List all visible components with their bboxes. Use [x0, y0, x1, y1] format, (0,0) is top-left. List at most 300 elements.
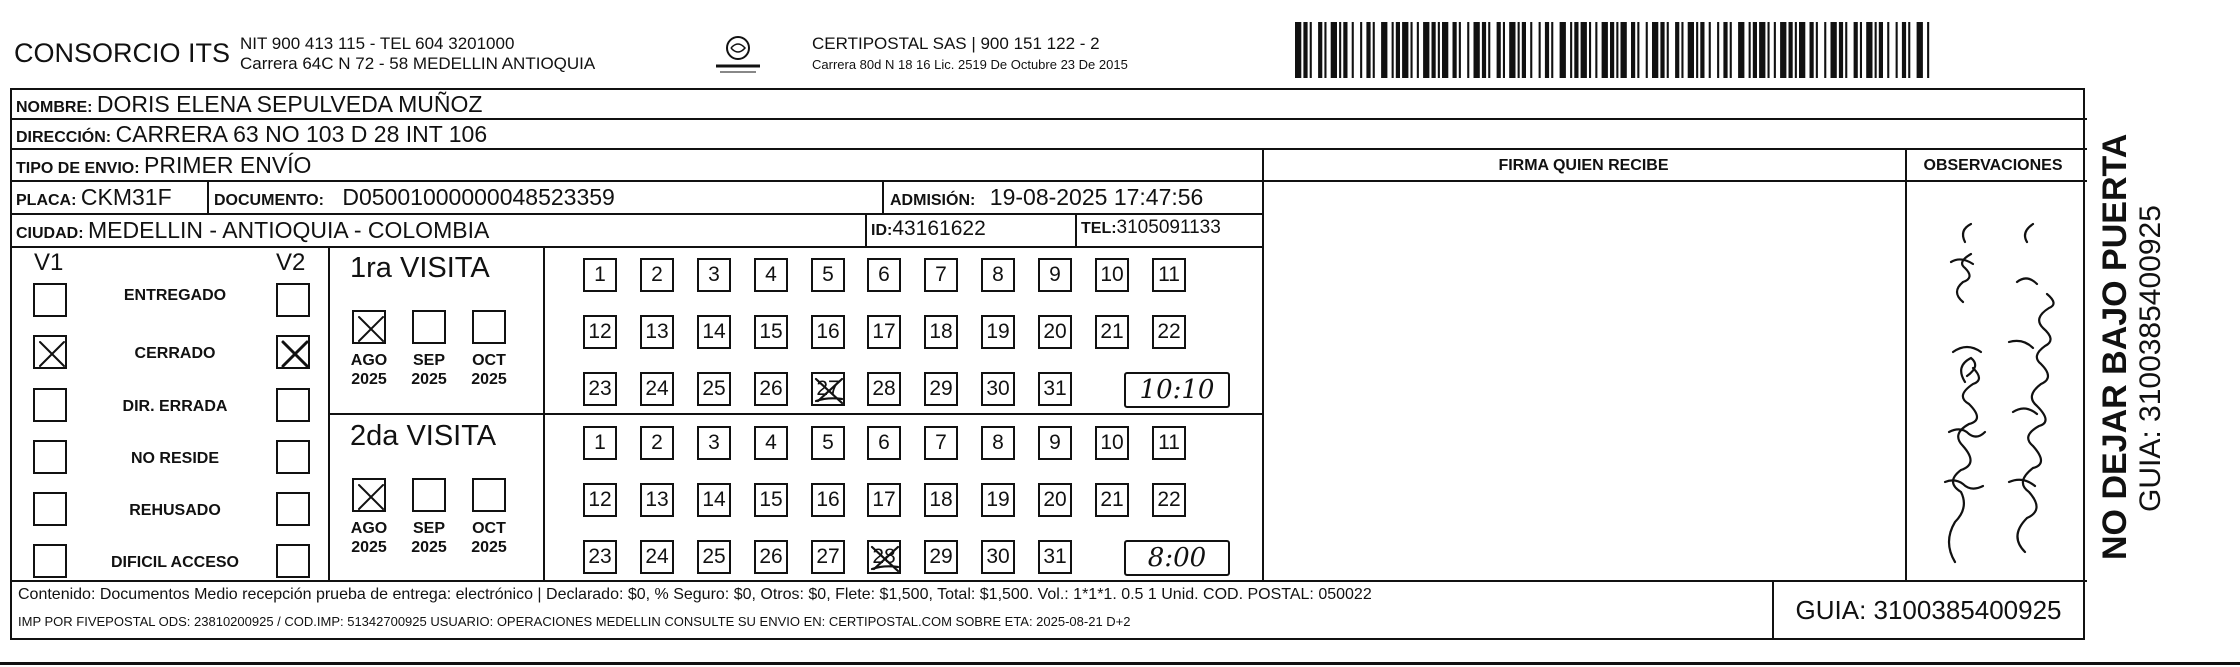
day-box[interactable] — [583, 483, 617, 517]
day-box[interactable] — [924, 540, 958, 574]
day-number: 5 — [822, 431, 834, 454]
barcode-bar — [1681, 22, 1683, 78]
barcode-bar — [1610, 22, 1614, 78]
barcode-bar — [1560, 22, 1566, 78]
day-box[interactable] — [867, 315, 901, 349]
day-number: 6 — [878, 263, 890, 286]
barcode-bar — [1574, 22, 1578, 78]
day-number: 12 — [588, 488, 612, 511]
day-number: 31 — [1043, 545, 1067, 568]
day-number: 4 — [765, 263, 777, 286]
barcode-bar — [1896, 22, 1898, 78]
day-box[interactable] — [981, 315, 1015, 349]
admision-value: 19-08-2025 17:47:56 — [989, 184, 1204, 210]
barcode-bar — [1824, 22, 1826, 78]
certipostal-logo — [708, 34, 768, 76]
documento-label: DOCUMENTO: — [214, 192, 324, 209]
v1-checkbox[interactable] — [33, 283, 67, 317]
day-box[interactable] — [1038, 372, 1072, 406]
barcode-bar — [1621, 22, 1627, 78]
time-box[interactable] — [1124, 540, 1230, 576]
day-box[interactable] — [811, 258, 845, 292]
x-mark-icon — [37, 339, 67, 369]
day-box[interactable] — [981, 426, 1015, 460]
day-box[interactable] — [697, 315, 731, 349]
day-box[interactable] — [811, 315, 845, 349]
day-number: 23 — [588, 377, 612, 400]
month-checkbox-ago[interactable] — [352, 310, 386, 344]
day-box[interactable] — [1038, 258, 1072, 292]
tipo-label: TIPO DE ENVIO: — [16, 160, 140, 177]
barcode-bar — [1845, 22, 1847, 78]
barcode-bar — [1432, 22, 1436, 78]
barcode-bar — [1774, 22, 1776, 78]
day-box[interactable] — [1152, 483, 1186, 517]
visit-title: 1ra VISITA — [350, 252, 490, 284]
documento-value: D05001000000048523359 — [342, 184, 615, 210]
month-label: SEP — [412, 352, 445, 369]
day-number: 26 — [759, 545, 783, 568]
day-box[interactable] — [697, 483, 731, 517]
admision-row — [890, 184, 1203, 211]
day-number: 10 — [1100, 431, 1124, 454]
barcode-bar — [1700, 22, 1704, 78]
direccion-value: CARRERA 63 NO 103 D 28 INT 106 — [115, 121, 488, 147]
day-number: 17 — [872, 488, 896, 511]
barcode-bar — [1530, 22, 1532, 78]
day-box[interactable] — [981, 258, 1015, 292]
day-number: 27 — [816, 377, 840, 400]
barcode-bar — [1551, 22, 1553, 78]
company-name: CONSORCIO ITS — [14, 38, 231, 68]
day-number: 2 — [651, 431, 663, 454]
visit-title: 2da VISITA — [350, 420, 497, 452]
v2-checkbox[interactable] — [276, 388, 310, 422]
day-number: 18 — [929, 488, 953, 511]
barcode-bar — [1503, 22, 1505, 78]
v1-checkbox[interactable] — [33, 440, 67, 474]
barcode-bar — [1539, 22, 1541, 78]
x-mark-icon — [356, 482, 386, 512]
barcode-bar — [1373, 22, 1375, 78]
day-box[interactable] — [924, 426, 958, 460]
day-number: 24 — [645, 377, 669, 400]
day-number: 8 — [992, 431, 1004, 454]
day-number: 14 — [702, 320, 726, 343]
tel-label: TEL: — [1081, 220, 1117, 237]
barcode-bar — [1927, 22, 1929, 78]
tipo-value: PRIMER ENVÍO — [144, 152, 312, 178]
day-box[interactable] — [697, 258, 731, 292]
day-number: 22 — [1157, 320, 1181, 343]
barcode-bar — [1467, 22, 1469, 78]
barcode-bar — [1667, 22, 1669, 78]
day-number: 10 — [1100, 263, 1124, 286]
footer-line-1: Contenido: Documentos Medio recepción prueba de entrega: electrónico | Declarado: $0, % Seguro: $0, Otros: $0, Flete: $1,500, Total: $1,500. Vol.: 1*1*1. 0.5 1 Unid. COD. POSTAL: 050022 — [18, 586, 1372, 603]
day-box[interactable] — [1095, 258, 1129, 292]
day-number: 19 — [986, 320, 1010, 343]
v2-checkbox[interactable] — [276, 492, 310, 526]
day-number: 25 — [702, 377, 726, 400]
side-line-1: NO DEJAR BAJO PUERTA — [2096, 133, 2134, 560]
barcode-bar — [1866, 22, 1872, 78]
barcode-bar — [1780, 22, 1786, 78]
year-label: 2025 — [471, 371, 507, 388]
v1-checkbox[interactable] — [33, 388, 67, 422]
certipostal-line-2: Carrera 80d N 18 16 Lic. 2519 De Octubre 23 De 2015 — [812, 57, 1128, 72]
year-label: 2025 — [411, 371, 447, 388]
barcode-bar — [1352, 22, 1354, 78]
ciudad-label: CIUDAD: — [16, 225, 84, 242]
tel-row — [1081, 217, 1221, 239]
ciudad-row — [16, 217, 489, 244]
day-box[interactable] — [754, 426, 788, 460]
day-crossed-icon — [868, 541, 902, 575]
documento-row — [214, 184, 615, 211]
day-number: 13 — [645, 488, 669, 511]
v2-header: V2 — [276, 249, 306, 276]
day-box[interactable] — [1038, 540, 1072, 574]
day-number: 21 — [1100, 320, 1124, 343]
barcode-bar — [1581, 22, 1587, 78]
barcode-bar — [1816, 22, 1818, 78]
day-box[interactable] — [697, 372, 731, 406]
v2-checkbox[interactable] — [276, 283, 310, 317]
day-number: 27 — [816, 545, 840, 568]
day-box[interactable] — [924, 372, 958, 406]
month-checkbox-oct[interactable] — [472, 478, 506, 512]
nit-line-1: NIT 900 413 115 - TEL 604 3201000 — [240, 34, 515, 53]
day-box[interactable] — [583, 540, 617, 574]
day-box[interactable] — [1095, 426, 1129, 460]
day-number: 29 — [929, 377, 953, 400]
certipostal-line-1: CERTIPOSTAL SAS | 900 151 122 - 2 — [812, 34, 1100, 53]
barcode-bar — [1381, 22, 1387, 78]
side-text — [2096, 120, 2206, 560]
ciudad-value: MEDELLIN - ANTIOQUIA - COLOMBIA — [88, 217, 490, 243]
day-box[interactable] — [867, 540, 901, 574]
barcode-bar — [1442, 22, 1448, 78]
v1-checkbox[interactable] — [33, 335, 67, 369]
day-box[interactable] — [583, 372, 617, 406]
barcode-bar — [1652, 22, 1658, 78]
day-number: 20 — [1043, 488, 1067, 511]
barcode-bar — [1411, 22, 1413, 78]
day-box[interactable] — [924, 258, 958, 292]
day-box[interactable] — [754, 483, 788, 517]
barcode-bar — [1488, 22, 1490, 78]
day-box[interactable] — [640, 540, 674, 574]
day-number: 13 — [645, 320, 669, 343]
day-box[interactable] — [697, 540, 731, 574]
barcode-bar — [1518, 22, 1520, 78]
observaciones-header: OBSERVACIONES — [1923, 157, 2063, 174]
x-mark-icon — [280, 339, 310, 369]
barcode-bar — [1482, 22, 1486, 78]
placa-value: CKM31F — [80, 184, 172, 210]
day-box[interactable] — [640, 258, 674, 292]
barcode-bar — [1759, 22, 1765, 78]
barcode-bar — [1839, 22, 1843, 78]
day-number: 23 — [588, 545, 612, 568]
day-number: 1 — [594, 431, 606, 454]
day-number: 17 — [872, 320, 896, 343]
barcode-bar — [1709, 22, 1711, 78]
barcode-bar — [1360, 22, 1362, 78]
side-line-2: GUIA: 3100385400925 — [2134, 205, 2167, 512]
barcode-bar — [1310, 22, 1312, 78]
day-number: 11 — [1158, 431, 1180, 454]
month-label: OCT — [472, 520, 506, 537]
day-number: 30 — [986, 377, 1010, 400]
barcode-bar — [1753, 22, 1757, 78]
barcode-bar — [1459, 22, 1461, 78]
day-number: 12 — [588, 320, 612, 343]
v1-header: V1 — [34, 249, 64, 276]
day-box[interactable] — [1038, 483, 1072, 517]
barcode-bar — [1795, 22, 1797, 78]
day-box[interactable] — [811, 372, 845, 406]
day-number: 7 — [935, 263, 947, 286]
day-number: 21 — [1100, 488, 1124, 511]
barcode-bar — [1717, 22, 1719, 78]
day-number: 30 — [986, 545, 1010, 568]
day-box[interactable] — [867, 372, 901, 406]
tel-value: 3105091133 — [1116, 217, 1221, 238]
id-value: 43161622 — [892, 217, 986, 240]
year-label: 2025 — [351, 371, 387, 388]
day-box[interactable] — [583, 258, 617, 292]
barcode-bar — [1768, 22, 1770, 78]
barcode-bar — [1303, 22, 1307, 78]
day-box[interactable] — [583, 426, 617, 460]
status-label: ENTREGADO — [123, 287, 227, 304]
barcode-bar — [1875, 22, 1877, 78]
day-number: 14 — [702, 488, 726, 511]
barcode-bar — [1396, 22, 1400, 78]
month-checkbox-oct[interactable] — [472, 310, 506, 344]
day-number: 26 — [759, 377, 783, 400]
day-box[interactable] — [754, 372, 788, 406]
day-number: 22 — [1157, 488, 1181, 511]
nombre-row — [16, 91, 482, 118]
barcode — [1295, 22, 1930, 78]
barcode-bar — [1509, 22, 1515, 78]
barcode-bar — [1831, 22, 1837, 78]
nit-line-2: Carrera 64C N 72 - 58 MEDELLIN ANTIOQUIA — [240, 54, 596, 73]
barcode-bar — [1646, 22, 1648, 78]
status-label: DIFICIL ACCESO — [110, 554, 239, 571]
placa-row — [16, 184, 172, 211]
barcode-bar — [1522, 22, 1526, 78]
id-label: ID: — [871, 222, 893, 239]
year-label: 2025 — [471, 539, 507, 556]
admision-label: ADMISIÓN: — [890, 192, 976, 209]
month-checkbox-ago[interactable] — [352, 478, 386, 512]
barcode-bar — [1917, 22, 1923, 78]
day-number: 18 — [929, 320, 953, 343]
nombre-value: DORIS ELENA SEPULVEDA MUÑOZ — [96, 91, 483, 117]
day-box[interactable] — [1095, 315, 1129, 349]
v2-checkbox[interactable] — [276, 544, 310, 578]
day-number: 3 — [708, 263, 720, 286]
barcode-bar — [1810, 22, 1814, 78]
day-box[interactable] — [981, 540, 1015, 574]
direccion-label: DIRECCIÓN: — [16, 129, 112, 146]
firma-header: FIRMA QUIEN RECIBE — [1498, 157, 1669, 174]
day-box[interactable] — [697, 426, 731, 460]
footer-line-2: IMP POR FIVEPOSTAL ODS: 23810200925 / COD.IMP: 51342700925 USUARIO: OPERACIONES MEDELLIN CONSULTE SU ENVIO EN: CERTIPOSTAL.COM SOBRE ETA: 2025-08-21 D+2 — [18, 614, 1131, 629]
day-box[interactable] — [1152, 315, 1186, 349]
status-label: NO RESIDE — [130, 450, 219, 467]
barcode-bar — [1675, 22, 1679, 78]
year-label: 2025 — [411, 539, 447, 556]
barcode-bar — [1595, 22, 1597, 78]
barcode-bar — [1789, 22, 1793, 78]
barcode-bar — [1879, 22, 1883, 78]
barcode-bar — [1637, 22, 1639, 78]
barcode-bar — [1438, 22, 1440, 78]
barcode-bar — [1318, 22, 1322, 78]
nombre-label: NOMBRE: — [16, 99, 93, 116]
day-number: 16 — [816, 320, 840, 343]
day-crossed-icon — [812, 373, 846, 407]
day-box[interactable] — [924, 315, 958, 349]
barcode-bar — [1392, 22, 1394, 78]
day-box[interactable] — [981, 483, 1015, 517]
footer-guia: GUIA: 3100385400925 — [1795, 595, 2062, 625]
day-number: 4 — [765, 431, 777, 454]
barcode-bar — [1343, 22, 1347, 78]
day-box[interactable] — [1095, 483, 1129, 517]
logo-icon — [708, 34, 768, 76]
day-number: 20 — [1043, 320, 1067, 343]
tipo-row — [16, 152, 311, 179]
barcode-bar — [1402, 22, 1408, 78]
v2-checkbox[interactable] — [276, 440, 310, 474]
day-number: 9 — [1049, 263, 1061, 286]
barcode-bar — [1589, 22, 1591, 78]
barcode-bar — [1631, 22, 1635, 78]
barcode-bar — [1366, 22, 1370, 78]
day-box[interactable] — [811, 426, 845, 460]
handwritten-time: 10:10 — [1139, 375, 1215, 405]
day-box[interactable] — [583, 315, 617, 349]
month-label: OCT — [472, 352, 506, 369]
status-label: CERRADO — [134, 345, 216, 362]
barcode-bar — [1860, 22, 1862, 78]
day-number: 15 — [759, 488, 783, 511]
day-number: 9 — [1049, 431, 1061, 454]
day-box[interactable] — [924, 483, 958, 517]
barcode-bar — [1453, 22, 1457, 78]
barcode-bar — [1295, 22, 1301, 78]
barcode-bar — [1545, 22, 1549, 78]
day-number: 24 — [645, 545, 669, 568]
day-number: 8 — [992, 263, 1004, 286]
direccion-row — [16, 121, 487, 148]
barcode-bar — [1887, 22, 1889, 78]
day-box[interactable] — [640, 372, 674, 406]
day-box[interactable] — [867, 258, 901, 292]
day-number: 7 — [935, 431, 947, 454]
day-box[interactable] — [1152, 258, 1186, 292]
day-box[interactable] — [754, 258, 788, 292]
barcode-bar — [1417, 22, 1419, 78]
barcode-bar — [1570, 22, 1572, 78]
day-number: 3 — [708, 431, 720, 454]
day-number: 5 — [822, 263, 834, 286]
x-mark-icon — [356, 314, 386, 344]
status-label: REHUSADO — [129, 502, 221, 519]
barcode-graphic — [1295, 22, 1930, 78]
barcode-bar — [1423, 22, 1429, 78]
barcode-bar — [1908, 22, 1910, 78]
v1-checkbox[interactable] — [33, 492, 67, 526]
barcode-bar — [1474, 22, 1480, 78]
year-label: 2025 — [351, 539, 387, 556]
day-box[interactable] — [1152, 426, 1186, 460]
day-box[interactable] — [867, 426, 901, 460]
day-box[interactable] — [981, 372, 1015, 406]
day-box[interactable] — [811, 483, 845, 517]
barcode-bar — [1696, 22, 1698, 78]
placa-label: PLACA: — [16, 192, 77, 209]
month-checkbox-sep[interactable] — [412, 478, 446, 512]
barcode-bar — [1723, 22, 1727, 78]
barcode-bar — [1324, 22, 1326, 78]
barcode-bar — [1660, 22, 1664, 78]
handwriting-signature-icon — [1905, 182, 2080, 578]
barcode-bar — [1902, 22, 1906, 78]
day-number: 29 — [929, 545, 953, 568]
barcode-bar — [1331, 22, 1337, 78]
day-number: 2 — [651, 263, 663, 286]
day-box[interactable] — [1038, 426, 1072, 460]
barcode-bar — [1497, 22, 1501, 78]
day-box[interactable] — [867, 483, 901, 517]
barcode-bar — [1738, 22, 1744, 78]
day-number: 16 — [816, 488, 840, 511]
v1-checkbox[interactable] — [33, 544, 67, 578]
barcode-bar — [1688, 22, 1694, 78]
month-checkbox-sep[interactable] — [412, 310, 446, 344]
day-box[interactable] — [754, 540, 788, 574]
month-label: AGO — [350, 520, 388, 537]
day-number: 28 — [872, 377, 896, 400]
barcode-bar — [1339, 22, 1341, 78]
handwritten-time: 8:00 — [1147, 543, 1207, 573]
barcode-bar — [1854, 22, 1858, 78]
day-box[interactable] — [640, 426, 674, 460]
day-box[interactable] — [1038, 315, 1072, 349]
month-label: SEP — [412, 520, 445, 537]
v2-checkbox[interactable] — [276, 335, 310, 369]
day-box[interactable] — [640, 315, 674, 349]
id-row — [871, 217, 986, 241]
day-number: 25 — [702, 545, 726, 568]
day-box[interactable] — [754, 315, 788, 349]
day-number: 1 — [594, 263, 606, 286]
status-label: DIR. ERRADA — [122, 398, 228, 415]
time-box[interactable] — [1124, 372, 1230, 408]
day-box[interactable] — [640, 483, 674, 517]
day-box[interactable] — [811, 540, 845, 574]
day-number: 28 — [872, 545, 896, 568]
barcode-bar — [1730, 22, 1732, 78]
day-number: 15 — [759, 320, 783, 343]
barcode-bar — [1749, 22, 1751, 78]
